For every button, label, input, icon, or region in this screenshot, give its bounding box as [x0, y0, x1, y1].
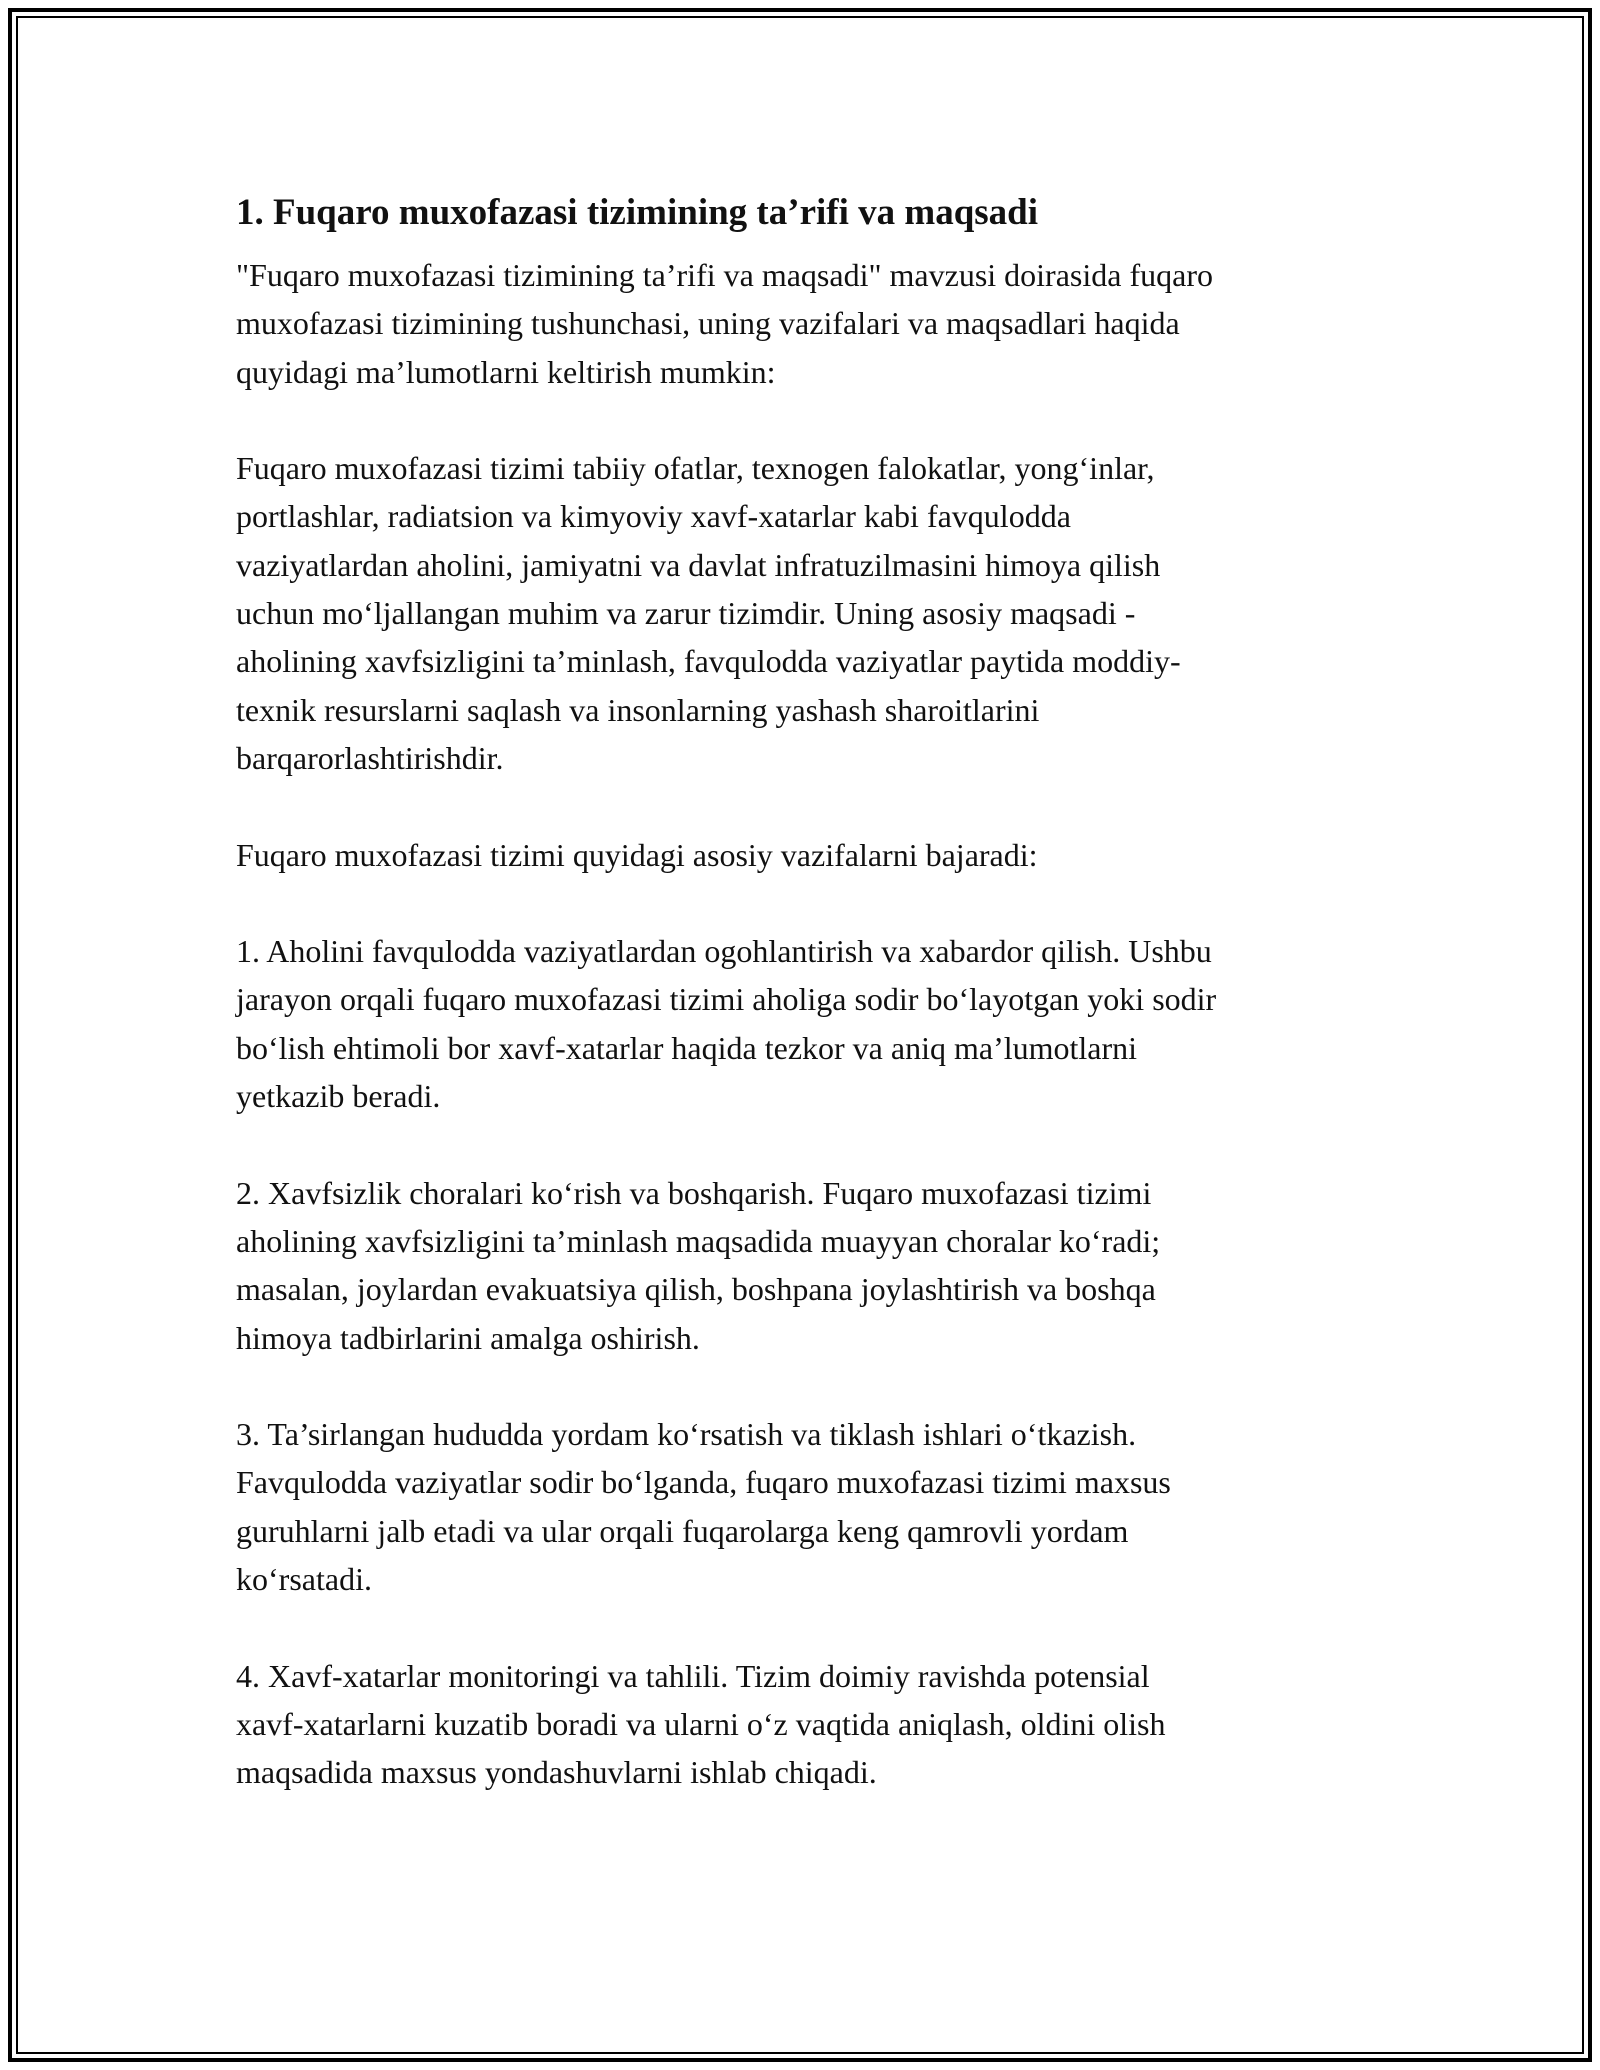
task-item-2: 2. Xavfsizlik choralari ko‘rish va boshqarish. Fuqaro muxofazasi tizimi aholining xavfsizligini ta’minlash maqsadida muayyan choralar ko‘radi; masalan, joylardan evakuatsiya qilish, boshpana joylashtirish va boshqa himoya tadbirlarini amalga oshirish. — [236, 1174, 1161, 1356]
document-body — [236, 185, 1376, 1845]
definition-paragraph: Fuqaro muxofazasi tizimi tabiiy ofatlar, texnogen falokatlar, yong‘inlar, portlashlar, radiatsion va kimyoviy xavf-xatarlar kabi favqulodda vaziyatlardan aholini, jamiyatni va davlat infratuzilmasini himoya qilish uchun mo‘ljallangan muhim va zarur tizimdir. Uning asosiy maqsadi - aholining xavfsizligini ta’minlash, favqulodda vaziyatlar paytida moddiy- texnik resurslarni saqlash va insonlarning yashash sharoitlarini barqarorlashtirishdir. — [236, 450, 1181, 776]
task-item-3: 3. Ta’sirlangan hududda yordam ko‘rsatish va tiklash ishlari o‘tkazish. Favqulodda vaziyatlar sodir bo‘lganda, fuqaro muxofazasi tizimi maxsus guruhlarni jalb etadi va ular orqali fuqarolarga keng qamrovli yordam ko‘rsatadi. — [236, 1416, 1171, 1598]
tasks-intro-paragraph: Fuqaro muxofazasi tizimi quyidagi asosiy vazifalarni bajaradi: — [236, 836, 1038, 873]
document-title: 1. Fuqaro muxofazasi tizimining ta’rifi va maqsadi — [236, 192, 1039, 233]
intro-paragraph: "Fuqaro muxofazasi tizimining ta’rifi va maqsadi" mavzusi doirasida fuqaro muxofazasi tizimining tushunchasi, uning vazifalari va maqsadlari haqida quyidagi ma’lumotlarni keltirish mumkin: — [236, 257, 1213, 390]
task-item-4: 4. Xavf-xatarlar monitoringi va tahlili. Tizim doimiy ravishda potensial xavf-xatarlarni kuzatib boradi va ularni o‘z vaqtida aniqlash, oldini olish maqsadida maxsus yondashuvlarni ishlab chiqadi. — [236, 1657, 1166, 1791]
task-item-1: 1. Aholini favqulodda vaziyatlardan ogohlantirish va xabardor qilish. Ushbu jarayon orqali fuqaro muxofazasi tizimi aholiga sodir bo‘layotgan yoki sodir bo‘lish ehtimoli bor xavf-xatarlar haqida tezkor va aniq ma’lumotlarni yetkazib beradi. — [236, 933, 1217, 1115]
